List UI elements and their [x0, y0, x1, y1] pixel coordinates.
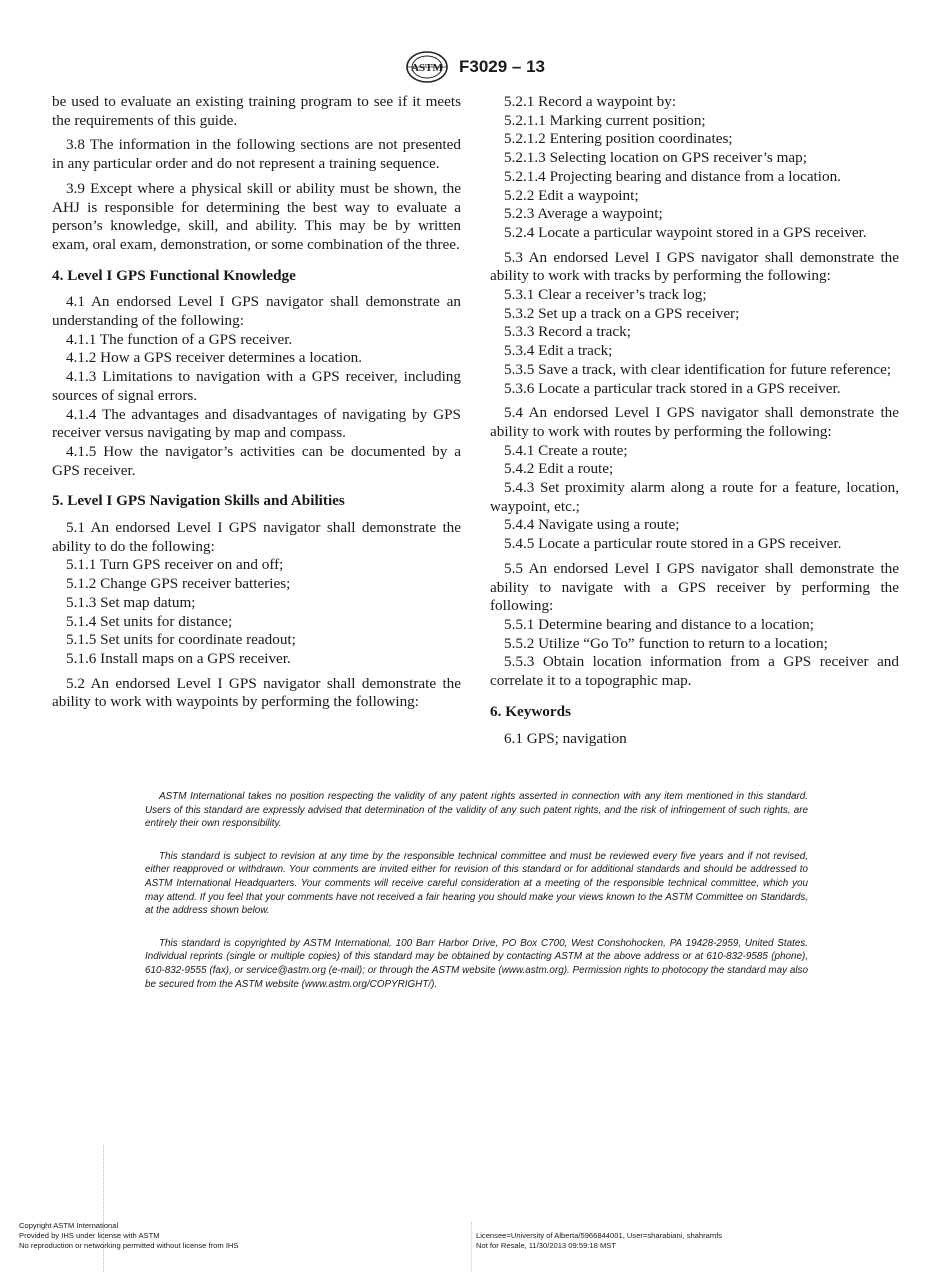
paragraph: 5.1 An endorsed Level I GPS navigator shall demonstrate the ability to do the following:: [52, 519, 461, 555]
paragraph: 5.2 An endorsed Level I GPS navigator shall demonstrate the ability to work with waypoints by performing the following:: [52, 674, 461, 711]
page-header: [0, 50, 950, 84]
section-heading: 6. Keywords: [490, 702, 571, 720]
paragraph: 5.5.3 Obtain location information from a GPS receiver and correlate it to a topographic map.: [490, 653, 899, 690]
paragraph: 5.3.5 Save a track, with clear identification for future reference;: [504, 360, 892, 378]
notice-paragraph: ASTM International takes no position respecting the validity of any patent rights asserted in connection with any item mentioned in this standard. Users of this standard are expressly advised that determination of the validity of any such patent rights, and the risk of infringement of such rights, are entirely their own responsibility.: [145, 791, 808, 830]
paragraph: 5.3.2 Set up a track on a GPS receiver;: [504, 304, 740, 322]
paragraph: 5.2.2 Edit a waypoint;: [504, 186, 639, 204]
paragraph: 5.5.2 Utilize “Go To” function to return to a location;: [504, 634, 828, 652]
logo-text: ASTM: [411, 62, 443, 74]
paragraph: 5.4 An endorsed Level I GPS navigator shall demonstrate the ability to work with routes by performing the following:: [490, 404, 899, 440]
paragraph: 5.2.4 Locate a particular waypoint stored in a GPS receiver.: [504, 223, 867, 241]
footer-line: Not for Resale, 11/30/2013 09:59:18 MST: [476, 1241, 617, 1250]
footer-line: Copyright ASTM International: [19, 1221, 119, 1230]
section-heading: 4. Level I GPS Functional Knowledge: [52, 266, 296, 284]
paragraph: 5.1.6 Install maps on a GPS receiver.: [66, 649, 291, 667]
paragraph: 4.1.2 How a GPS receiver determines a location.: [66, 349, 363, 367]
paragraph: 5.3.3 Record a track;: [504, 323, 631, 341]
paragraph: 5.4.3 Set proximity alarm along a route for a feature, location, waypoint, etc.;: [490, 479, 899, 515]
paragraph: 5.1.3 Set map datum;: [66, 593, 196, 611]
margin-dots: [103, 1145, 106, 1272]
paragraph: 3.8 The information in the following sections are not presented in any particular order and do not represent a training sequence.: [52, 136, 461, 173]
paragraph: 5.1.2 Change GPS receiver batteries;: [66, 575, 291, 593]
paragraph: 3.9 Except where a physical skill or ability must be shown, the AHJ is responsible for determining the best way to evaluate a person’s knowledge, skill, and ability. This may be by written exam, oral exam, demonstration, or some combination of the three.: [52, 179, 461, 253]
notice-paragraph: This standard is copyrighted by ASTM International, 100 Barr Harbor Drive, PO Box C700, West Conshohocken, PA 19428-2959, United States. Individual reprints (single or multiple copies) of this standard may be obtained by contacting ASTM at the above address or at 610-832-9585 (phone), 610-832-9555 (fax), or service@astm.org (e-mail); or through the ASTM website (www.astm.org). Permission rights to photocopy the standard may also be secured from the ASTM website (www.astm.org/COPYRIGHT/).: [145, 937, 808, 990]
legal-notices: [145, 790, 808, 1010]
paragraph: 5.3 An endorsed Level I GPS navigator shall demonstrate the ability to work with tracks by performing the following:: [490, 248, 899, 285]
paragraph: 4.1.4 The advantages and disadvantages of navigating by GPS receiver versus navigating by map and compass.: [52, 405, 461, 442]
notice-paragraph: This standard is subject to revision at any time by the responsible technical committee and must be reviewed every five years and if not revised, either reapproved or withdrawn. Your comments are invited either for revision of this standard or for additional standards and should be addressed to ASTM International Headquarters. Your comments will receive careful consideration at a meeting of the responsible technical committee, which you may attend. If you feel that your comments have not received a fair hearing you should make your views known to the ASTM Committee on Standards, at the address shown below.: [145, 850, 808, 917]
paragraph: be used to evaluate an existing training program to see if it meets the requirements of this guide.: [52, 93, 461, 129]
paragraph: 5.3.1 Clear a receiver’s track log;: [504, 286, 707, 304]
paragraph: 5.3.4 Edit a track;: [504, 342, 613, 360]
footer-line: Licensee=University of Alberta/5966844001, User=sharabiani, shahramfs: [476, 1231, 723, 1240]
paragraph: 5.4.2 Edit a route;: [504, 460, 614, 478]
footer-copyright: [19, 1221, 238, 1251]
paragraph: 5.4.4 Navigate using a route;: [504, 516, 680, 534]
paragraph: 5.2.3 Average a waypoint;: [504, 205, 663, 223]
paragraph: 5.5.1 Determine bearing and distance to a location;: [504, 615, 814, 633]
footer-line: No reproduction or networking permitted without license from IHS: [19, 1241, 239, 1250]
paragraph: 6.1 GPS; navigation: [504, 729, 627, 747]
paragraph: 5.2.1.3 Selecting location on GPS receiver’s map;: [504, 149, 807, 167]
footer-line: Provided by IHS under license with ASTM: [19, 1231, 160, 1240]
paragraph: 5.4.1 Create a route;: [504, 441, 628, 459]
paragraph: 5.2.1.4 Projecting bearing and distance from a location.: [504, 167, 841, 185]
paragraph: 5.2.1 Record a waypoint by:: [504, 93, 677, 110]
paragraph: 4.1.1 The function of a GPS receiver.: [66, 330, 293, 348]
astm-logo-icon: [405, 50, 449, 84]
paragraph: 4.1.3 Limitations to navigation with a GPS receiver, including sources of signal errors.: [52, 368, 461, 404]
standard-designation: F3029 – 13: [458, 57, 545, 76]
section-heading: 5. Level I GPS Navigation Skills and Abilities: [52, 492, 345, 510]
paragraph: 5.1.5 Set units for coordinate readout;: [66, 631, 296, 649]
paragraph: 4.1.5 How the navigator’s activities can be documented by a GPS receiver.: [52, 442, 461, 479]
paragraph: 5.2.1.1 Marking current position;: [504, 111, 706, 129]
margin-dots: [471, 1222, 474, 1272]
paragraph: 5.1.4 Set units for distance;: [66, 612, 233, 630]
footer-license: [476, 1231, 722, 1251]
left-column: [52, 93, 461, 712]
paragraph: 5.3.6 Locate a particular track stored in a GPS receiver.: [504, 379, 841, 397]
right-column: [490, 93, 899, 748]
paragraph: 5.5 An endorsed Level I GPS navigator shall demonstrate the ability to navigate with a GPS receiver by performing the following:: [490, 559, 899, 615]
paragraph: 4.1 An endorsed Level I GPS navigator shall demonstrate an understanding of the following:: [52, 293, 461, 330]
paragraph: 5.1.1 Turn GPS receiver on and off;: [66, 556, 284, 574]
paragraph: 5.4.5 Locate a particular route stored in a GPS receiver.: [504, 535, 842, 553]
paragraph: 5.2.1.2 Entering position coordinates;: [504, 130, 733, 148]
